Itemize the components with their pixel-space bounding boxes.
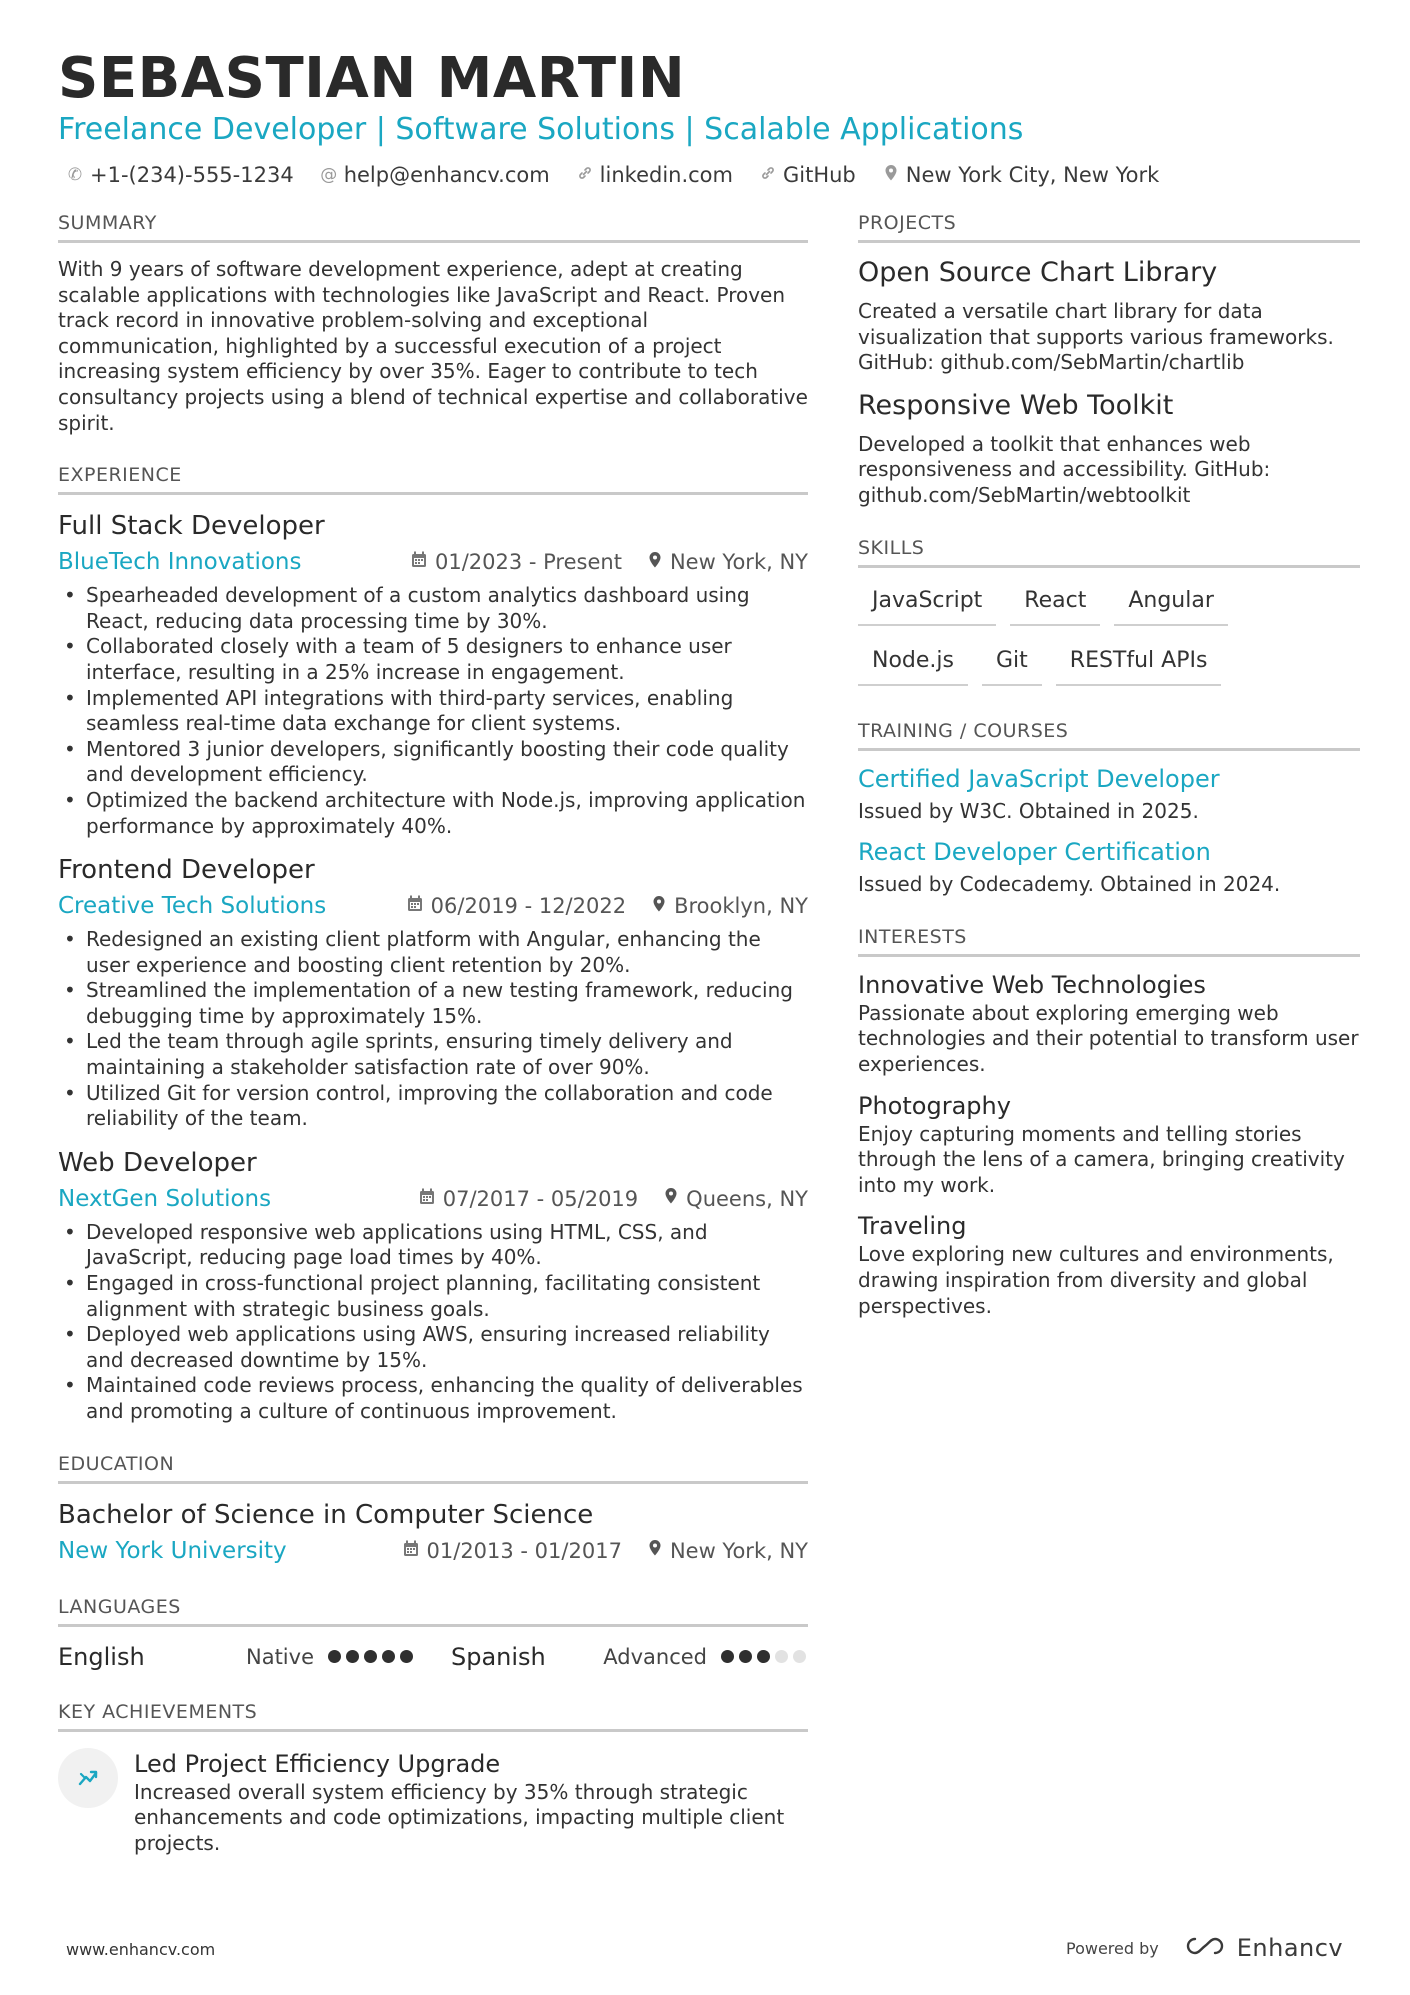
job-meta	[58, 545, 808, 579]
languages-section	[58, 1594, 808, 1673]
job-meta	[58, 1182, 808, 1216]
contact-email-text: help@enhancv.com	[343, 163, 550, 187]
achievement-title: Led Project Efficiency Upgrade	[134, 1749, 501, 1778]
language-name: English	[58, 1642, 145, 1671]
contact-phone[interactable]	[66, 163, 294, 187]
contact-linkedin-text: linkedin.com	[599, 163, 733, 187]
section-title-achievements: KEY ACHIEVEMENTS	[58, 1699, 808, 1732]
company-name: Creative Tech Solutions	[58, 893, 327, 920]
job-bullets	[58, 1220, 808, 1425]
language-name: Spanish	[451, 1642, 546, 1671]
course-title: React Developer Certification	[858, 838, 1211, 867]
job-dates: 06/2019 - 12/2022	[430, 894, 627, 919]
calendar-icon	[403, 1540, 419, 1562]
bullet-item: • Implemented API integrations with third-party services, enabling seamless real-time data exchange for client systems.	[58, 686, 808, 737]
bullet-item: • Led the team through agile sprints, ensuring timely delivery and maintaining a stakeholder satisfaction rate of over 90%.	[58, 1029, 808, 1080]
bullet-item: • Engaged in cross-functional project planning, facilitating consistent alignment with strategic business goals.	[58, 1271, 808, 1322]
skill-tag: Git	[982, 640, 1042, 686]
location-icon	[648, 1539, 662, 1562]
language-level: Native	[246, 1644, 314, 1669]
bullet-item: • Optimized the backend architecture with Node.js, improving application performance by approximately 40%.	[58, 788, 808, 839]
link-icon	[576, 165, 594, 186]
job-bullets	[58, 927, 808, 1132]
skills-section	[858, 535, 1360, 700]
skill-tag: Angular	[1114, 580, 1228, 626]
tagline: Freelance Developer | Software Solutions | Scalable Applications	[58, 112, 1024, 147]
job-location: Brooklyn, NY	[674, 894, 808, 919]
degree-title: Bachelor of Science in Computer Science	[58, 1499, 594, 1530]
proficiency-dot-empty	[775, 1650, 788, 1663]
project-text: Developed a toolkit that enhances web responsiveness and accessibility. GitHub: github.com/SebMartin/webtoolkit	[858, 431, 1271, 507]
bullet-item: • Deployed web applications using AWS, ensuring increased reliability and decreased downtime by 15%.	[58, 1322, 808, 1373]
experience-section	[58, 462, 808, 1424]
education-meta	[58, 1534, 808, 1568]
projects-section	[858, 210, 1360, 509]
job-dates: 01/2023 - Present	[434, 550, 622, 575]
education-details	[403, 1539, 808, 1563]
brand-name: Enhancv	[1236, 1934, 1344, 1962]
skills-list	[858, 580, 1360, 700]
bullet-item: • Redesigned an existing client platform with Angular, enhancing the user experience and boosting client retention by 20%.	[58, 927, 808, 978]
contact-phone-text: +1-(234)-555-1234	[90, 163, 294, 187]
at-icon: @	[320, 165, 338, 185]
education-location: New York, NY	[669, 1538, 808, 1563]
job-entry	[58, 853, 808, 1132]
location-icon	[882, 164, 900, 187]
proficiency-dot-filled	[400, 1650, 413, 1663]
calendar-icon	[419, 1188, 435, 1210]
language-item	[58, 1643, 413, 1671]
section-title-projects: PROJECTS	[858, 210, 1360, 243]
training-section	[858, 718, 1360, 898]
contact-github[interactable]	[759, 163, 856, 187]
bullet-item: • Mentored 3 junior developers, significantly boosting their code quality and development efficiency.	[58, 737, 808, 788]
chart-trend-icon	[58, 1748, 118, 1808]
language-level: Advanced	[603, 1644, 707, 1669]
proficiency-dot-filled	[346, 1650, 359, 1663]
section-title-skills: SKILLS	[858, 535, 1360, 568]
job-meta	[58, 889, 808, 923]
contact-location-text: New York City, New York	[905, 163, 1160, 187]
interest-text: Love exploring new cultures and environments, drawing inspiration from diversity and global perspectives.	[858, 1242, 1334, 1318]
course-text: Issued by W3C. Obtained in 2025.	[858, 798, 1199, 823]
proficiency-dot-filled	[382, 1650, 395, 1663]
education-dates: 01/2013 - 01/2017	[426, 1538, 622, 1563]
job-dates: 07/2017 - 05/2019	[442, 1186, 639, 1211]
bullet-item: • Spearheaded development of a custom analytics dashboard using React, reducing data processing time by 30%.	[58, 583, 808, 634]
right-column	[858, 210, 1360, 1319]
interest-title: Traveling	[858, 1212, 967, 1241]
powered-by-label: Powered by	[1066, 1938, 1159, 1958]
job-details	[407, 894, 808, 918]
job-details	[419, 1187, 808, 1211]
candidate-name: SEBASTIAN MARTIN	[58, 46, 686, 111]
proficiency-dot-filled	[739, 1650, 752, 1663]
interest-title: Innovative Web Technologies	[858, 970, 1206, 999]
location-icon	[648, 551, 662, 574]
project-text: Created a versatile chart library for data visualization that supports various frameworks. GitHub: github.com/SebMartin/chartlib	[858, 299, 1334, 375]
proficiency-dot-filled	[757, 1650, 770, 1663]
job-entry	[58, 1146, 808, 1425]
proficiency-dot-empty	[793, 1650, 806, 1663]
skill-tag: JavaScript	[858, 580, 996, 626]
skill-tag: Node.js	[858, 640, 968, 686]
section-title-experience: EXPERIENCE	[58, 462, 808, 495]
job-title: Full Stack Developer	[58, 511, 325, 542]
interest-text: Passionate about exploring emerging web technologies and their potential to transform user experiences.	[858, 1000, 1359, 1076]
skill-tag: RESTful APIs	[1056, 640, 1222, 686]
proficiency-dots	[721, 1650, 806, 1663]
link-icon	[759, 165, 777, 186]
bullet-item: • Utilized Git for version control, improving the collaboration and code reliability of the team.	[58, 1081, 808, 1132]
calendar-icon	[407, 895, 423, 917]
location-icon	[664, 1187, 678, 1210]
job-entry	[58, 509, 808, 839]
section-title-languages: LANGUAGES	[58, 1594, 808, 1627]
interests-section	[858, 924, 1360, 1319]
section-title-interests: INTERESTS	[858, 924, 1360, 957]
achievements-section	[58, 1699, 808, 1857]
footer-branding	[1066, 1934, 1343, 1962]
section-title-training: TRAINING / COURSES	[858, 718, 1360, 751]
bullet-item: • Streamlined the implementation of a new testing framework, reducing debugging time by approximately 15%.	[58, 978, 808, 1029]
project-title: Responsive Web Toolkit	[858, 389, 1174, 421]
education-entry	[58, 1498, 808, 1568]
phone-icon: ✆	[67, 165, 83, 185]
section-title-summary: SUMMARY	[58, 210, 808, 243]
calendar-icon	[411, 551, 427, 573]
job-title: Web Developer	[58, 1147, 257, 1178]
bullet-item: • Collaborated closely with a team of 5 designers to enhance user interface, resulting in a 25% increase in engagement.	[58, 634, 808, 685]
achievement-text: Increased overall system efficiency by 35% through strategic enhancements and code optimizations, impacting multiple client projects.	[134, 1779, 785, 1855]
company-name: NextGen Solutions	[58, 1185, 272, 1212]
left-column	[58, 210, 808, 1856]
job-location: Queens, NY	[686, 1186, 808, 1211]
contact-location	[882, 163, 1160, 187]
bullet-item: • Maintained code reviews process, enhancing the quality of deliverables and promoting a culture of continuous improvement.	[58, 1373, 808, 1424]
bullet-item: • Developed responsive web applications using HTML, CSS, and JavaScript, reducing page load times by 40%.	[58, 1220, 808, 1271]
course-title: Certified JavaScript Developer	[858, 764, 1220, 793]
contact-github-text: GitHub	[782, 163, 856, 187]
company-name: BlueTech Innovations	[58, 549, 302, 576]
language-item	[451, 1643, 806, 1671]
proficiency-dot-filled	[328, 1650, 341, 1663]
section-title-education: EDUCATION	[58, 1451, 808, 1484]
summary-section	[58, 210, 808, 436]
interest-text: Enjoy capturing moments and telling stories through the lens of a camera, bringing creativity into my work.	[858, 1121, 1345, 1197]
proficiency-dot-filled	[364, 1650, 377, 1663]
skill-tag: React	[1010, 580, 1100, 626]
course-text: Issued by Codecademy. Obtained in 2024.	[858, 872, 1281, 897]
education-section	[58, 1451, 808, 1568]
contact-bar	[66, 160, 1185, 190]
location-icon	[652, 895, 666, 918]
job-location: New York, NY	[669, 550, 808, 575]
summary-text: With 9 years of software development experience, adept at creating scalable applications with technologies like JavaScript and React. Proven track record in innovative problem-solving and exceptional communication, highlighted by a successful execution of a project increasing system efficiency by over 35%. Eager to contribute to tech consultancy projects using a blend of technical expertise and collaborative spirit.	[58, 257, 808, 435]
proficiency-dot-filled	[721, 1650, 734, 1663]
enhancv-logo-icon	[1183, 1935, 1229, 1961]
job-title: Frontend Developer	[58, 855, 315, 886]
job-bullets	[58, 583, 808, 839]
achievement-item	[58, 1748, 808, 1857]
proficiency-dots	[328, 1650, 413, 1663]
project-title: Open Source Chart Library	[858, 257, 1218, 288]
footer-website[interactable]: www.enhancv.com	[66, 1940, 216, 1959]
languages-row	[58, 1641, 808, 1673]
contact-linkedin[interactable]	[576, 163, 733, 187]
school-name: New York University	[58, 1537, 287, 1564]
interest-title: Photography	[858, 1091, 1011, 1120]
contact-email[interactable]	[320, 163, 550, 187]
job-details	[411, 550, 808, 574]
